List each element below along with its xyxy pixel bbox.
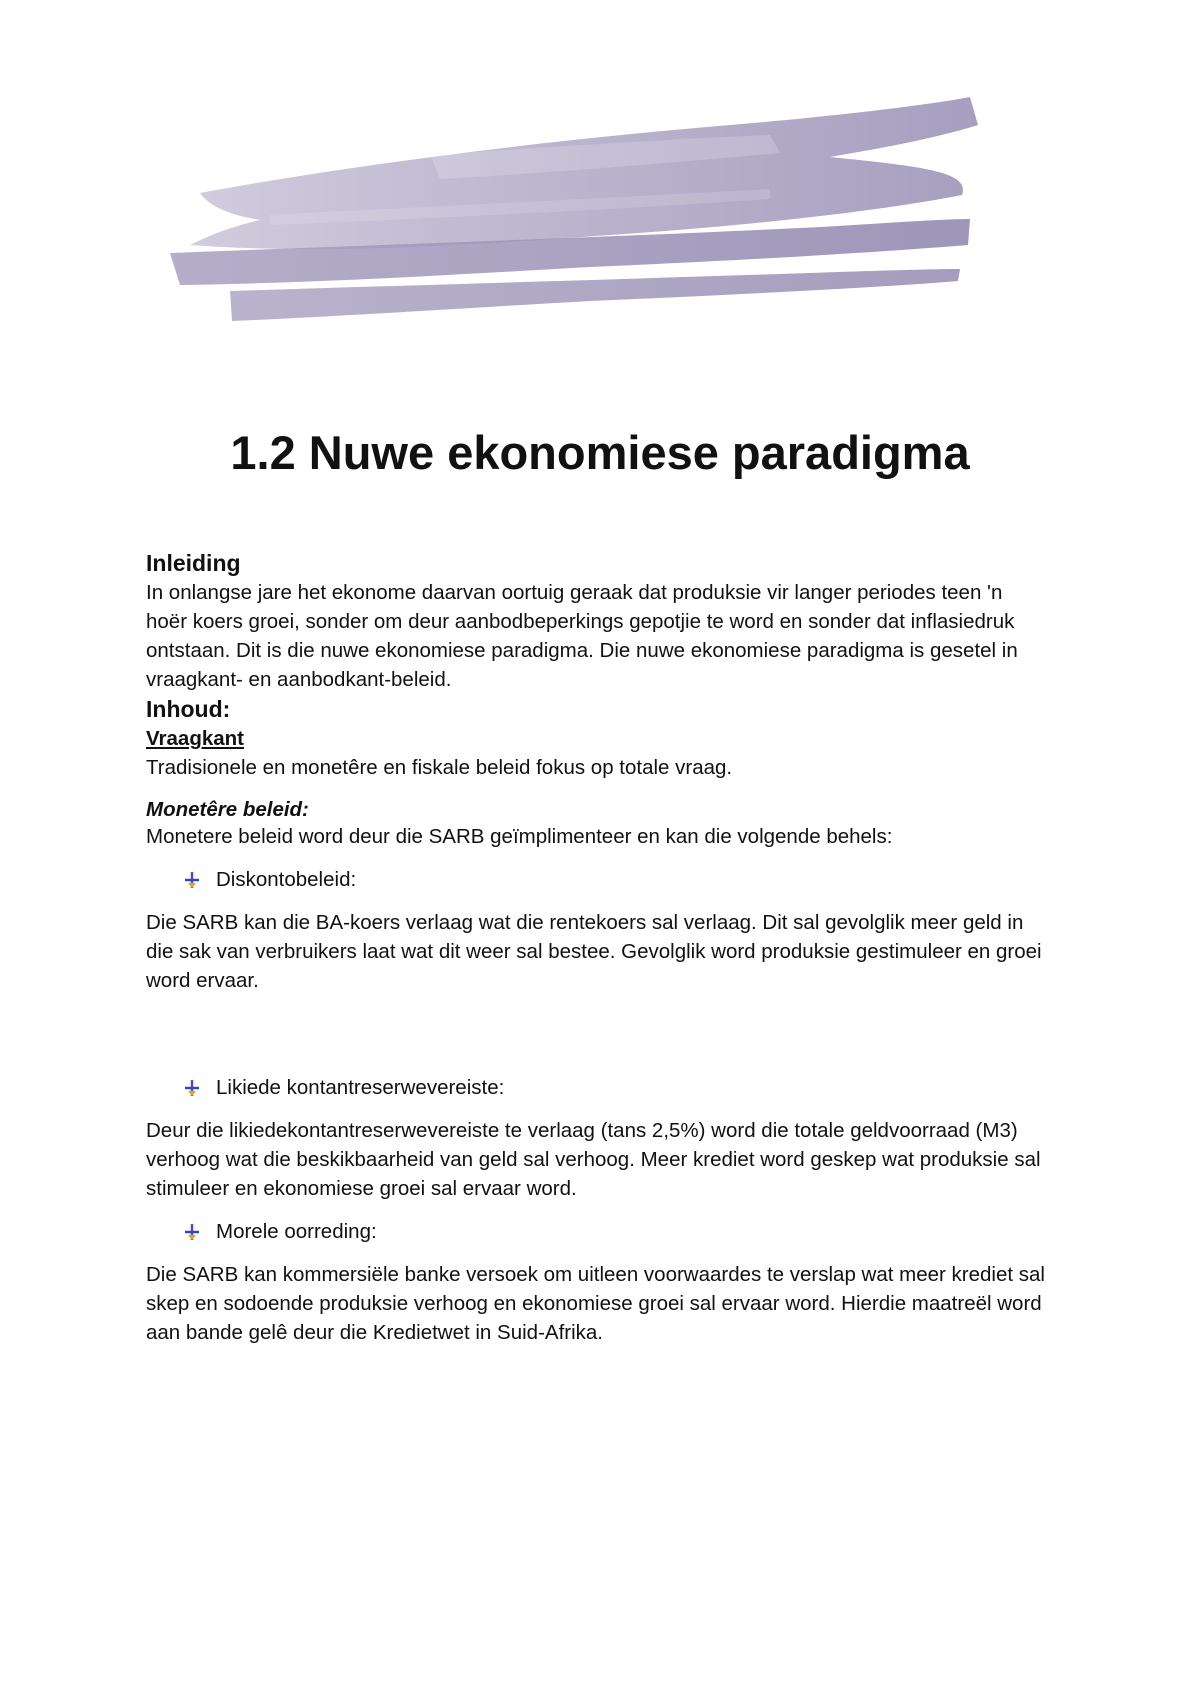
- bullet-paragraph: Die SARB kan kommersiële banke versoek om uitleen voorwaardes te verslap wat meer krediet sal skep en sodoende produksie verhoog en ekonomiese groei sal ervaar word. Hierdie maatreël word aan bande gelê deur die Kredietwet in Suid-Afrika.: [146, 1263, 1045, 1344]
- bullet-item: [182, 1073, 1046, 1102]
- arrow-bullet-icon: [182, 870, 202, 890]
- content-heading: Inhoud:: [146, 696, 231, 722]
- watercolor-brush-stroke: [170, 95, 1070, 355]
- document-body: [146, 548, 1046, 1347]
- bullet-label: Diskontobeleid:: [216, 868, 357, 891]
- spacer: [146, 995, 1046, 1059]
- demand-side-paragraph: Tradisionele en monetêre en fiskale beleid fokus op totale vraag.: [146, 756, 733, 779]
- bullet-paragraph: Die SARB kan die BA-koers verlaag wat die rentekoers sal verlaag. Dit sal gevolglik meer geld in die sak van verbruikers laat wat dit weer sal bestee. Gevolglik word produksie gestimuleer en groei word ervaar.: [146, 911, 1042, 992]
- bullet-label: Likiede kontantreserwevereiste:: [216, 1076, 505, 1099]
- monetary-policy-heading: Monetêre beleid:: [146, 798, 309, 821]
- intro-heading: Inleiding: [146, 550, 241, 576]
- intro-paragraph: In onlangse jare het ekonome daarvan oortuig geraak dat produksie vir langer periodes teen 'n hoër koers groei, sonder om deur aanbodbeperkings gepotjie te word en sonder dat inflasiedruk ontstaan. Dit is die nuwe ekonomiese paradigma. Die nuwe ekonomiese paradigma is gesetel in vraagkant- en aanbodkant-beleid.: [146, 581, 1018, 691]
- bullet-item: [182, 1217, 1046, 1246]
- demand-side-heading: Vraagkant: [146, 727, 244, 750]
- monetary-policy-paragraph: Monetere beleid word deur die SARB geïmplimenteer en kan die volgende behels:: [146, 825, 893, 848]
- page-title: 1.2 Nuwe ekonomiese paradigma: [230, 426, 970, 479]
- bullet-label: Morele oorreding:: [216, 1220, 377, 1243]
- arrow-bullet-icon: [182, 1222, 202, 1242]
- bullet-item: [182, 865, 1046, 894]
- bullet-paragraph: Deur die likiedekontantreserwevereiste te verlaag (tans 2,5%) word die totale geldvoorraad (M3) verhoog wat die beskikbaarheid van geld sal verhoog. Meer krediet word geskep wat produksie sal stimuleer en ekonomiese groei sal ervaar word.: [146, 1119, 1041, 1200]
- arrow-bullet-icon: [182, 1078, 202, 1098]
